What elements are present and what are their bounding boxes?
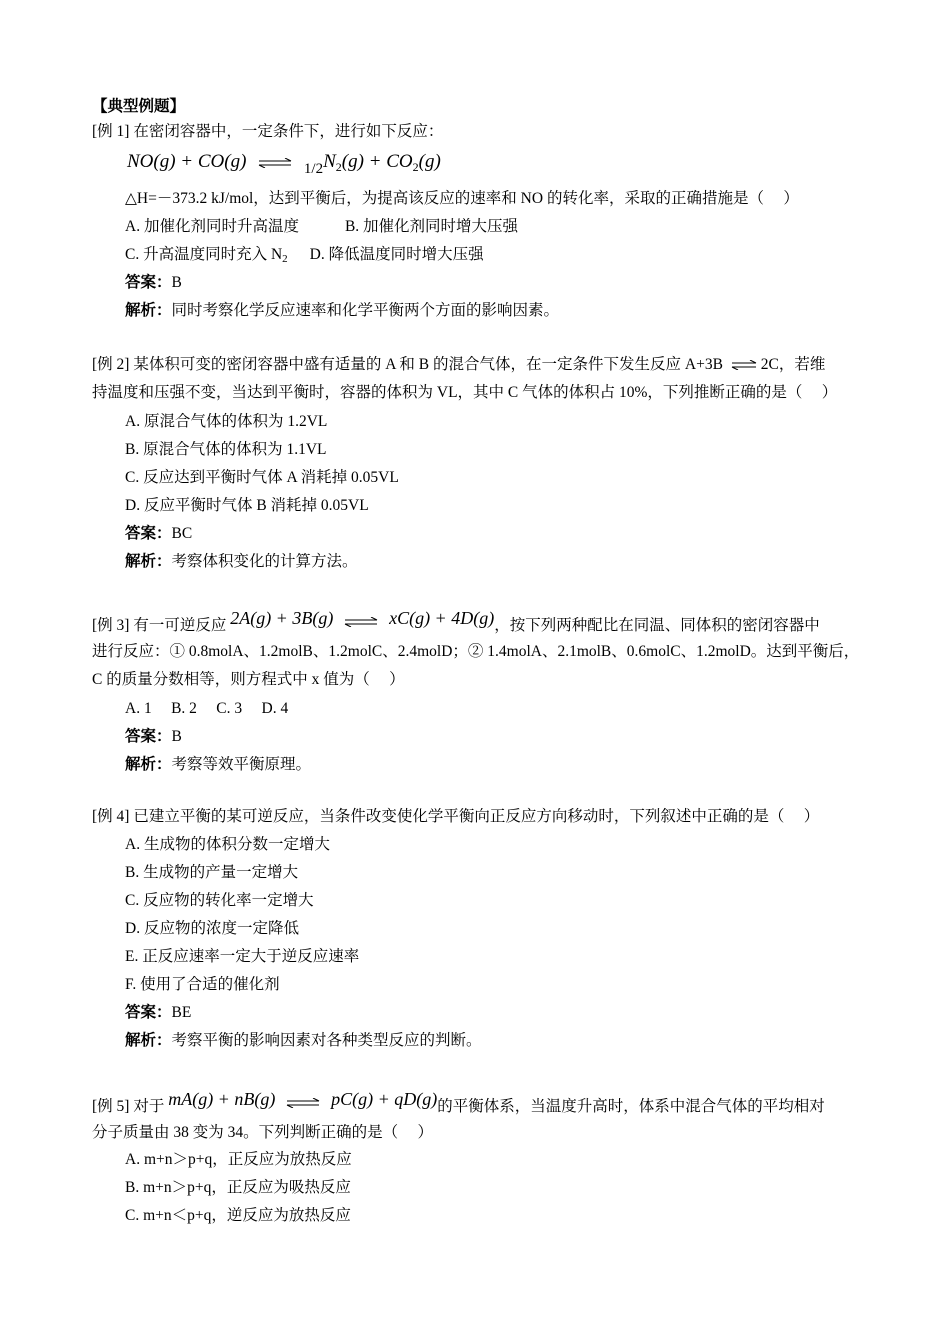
example-5-eq-right: pC(g) + qD(g) (331, 1089, 438, 1109)
eq1-right-mid: (g) + CO (341, 151, 413, 172)
answer-value: BE (171, 1004, 192, 1021)
example-1-intro: [例 1] 在密闭容器中，一定条件下，进行如下反应： (92, 123, 444, 140)
example-5-option-b: B. m+n＞p+q，正反应为吸热反应 (125, 1179, 351, 1196)
answer-label: 答案： (125, 525, 172, 542)
eq1-left: NO(g) + CO(g) (127, 151, 247, 172)
example-2-line-2: 持温度和压强不变，当达到平衡时，容器的体积为 VL，其中 C 气体的体积占 10%，下列推断正确的是（ ） (92, 384, 838, 401)
reversible-arrow-icon (285, 1098, 321, 1108)
example-2-answer (125, 523, 192, 545)
example-5-eq-left: mA(g) + nB(g) (168, 1089, 276, 1109)
example-3-eq-right: xC(g) + 4D(g) (389, 608, 495, 628)
section-heading: 【典型例题】 (92, 98, 186, 115)
example-3-after: ，按下列两种配比在同温、同体积的密闭容器中 (494, 617, 820, 634)
analysis-text: 考察等效平衡原理。 (171, 756, 312, 773)
answer-label: 答案： (125, 1004, 172, 1021)
analysis-text: 考察平衡的影响因素对各种类型反应的判断。 (171, 1032, 482, 1049)
example-5-line-2: 分子质量由 38 变为 34。下列判断正确的是（ ） (92, 1124, 434, 1141)
example-1-analysis (125, 300, 559, 322)
example-3-answer (125, 726, 182, 748)
example-3-line-1 (92, 608, 820, 637)
option-c-sub: 2 (282, 253, 288, 265)
analysis-text: 考察体积变化的计算方法。 (171, 553, 358, 570)
example-3-eq-left: 2A(g) + 3B(g) (230, 608, 334, 628)
example-4-option-d: D. 反应物的浓度一定降低 (125, 920, 299, 937)
example-2-text-a: [例 2] 某体积可变的密闭容器中盛有适量的 A 和 B 的混合气体，在一定条件下发生反应 A+3B (92, 356, 723, 373)
eq1-co-sub: 2 (412, 160, 419, 174)
answer-label: 答案： (125, 728, 172, 745)
answer-value: B (171, 274, 182, 291)
analysis-text: 同时考察化学反应速率和化学平衡两个方面的影响因素。 (171, 302, 560, 319)
example-2-text-b: 2C，若维 (760, 356, 826, 373)
example-5-line-1 (92, 1089, 825, 1118)
eq1-half: 1/2 (303, 161, 324, 177)
example-1-equation (127, 151, 441, 175)
example-1-condition: △H=－373.2 kJ/mol，达到平衡后，为提高该反应的速率和 NO 的转化率，采取的正确措施是（ ） (125, 190, 799, 207)
analysis-label: 解析： (125, 553, 172, 570)
example-1-options-ab (125, 216, 518, 238)
example-4-analysis (125, 1030, 482, 1052)
example-3-analysis (125, 754, 311, 776)
option-c: C. 升高温度同时充入 N (125, 246, 283, 263)
example-5-option-c: C. m+n＜p+q，逆反应为放热反应 (125, 1207, 351, 1224)
option-a: A. 加催化剂同时升高温度 (125, 218, 299, 235)
example-2-option-c: C. 反应达到平衡时气体 A 消耗掉 0.05VL (125, 469, 399, 486)
example-4-option-e: E. 正反应速率一定大于逆反应速率 (125, 948, 360, 965)
example-4-option-a: A. 生成物的体积分数一定增大 (125, 836, 330, 853)
example-3-options: A. 1 B. 2 C. 3 D. 4 (125, 700, 289, 717)
option-d: D. 降低温度同时增大压强 (309, 246, 484, 263)
example-4-answer (125, 1002, 191, 1024)
eq1-n: N (323, 151, 336, 172)
example-2-analysis (125, 551, 358, 573)
eq1-n-sub: 2 (335, 160, 342, 174)
reversible-arrow-icon (343, 617, 379, 627)
analysis-label: 解析： (125, 756, 172, 773)
example-3-line-2: 进行反应：① 0.8molA、1.2molB、1.2molC、2.4molD；② 1.4molA、2.1molB、0.6molC、1.2molD。达到平衡后， (92, 643, 860, 660)
option-b: B. 加催化剂同时增大压强 (344, 218, 519, 235)
example-4-intro: [例 4] 已建立平衡的某可逆反应，当条件改变使化学平衡向正反应方向移动时，下列叙述中正确的是（ ） (92, 808, 820, 825)
example-2-option-b: B. 原混合气体的体积为 1.1VL (125, 441, 327, 458)
example-2-option-d: D. 反应平衡时气体 B 消耗掉 0.05VL (125, 497, 369, 514)
example-5-intro: [例 5] 对于 (92, 1098, 165, 1115)
example-5-option-a: A. m+n＞p+q，正反应为放热反应 (125, 1151, 352, 1168)
example-4-option-c: C. 反应物的转化率一定增大 (125, 892, 314, 909)
analysis-label: 解析： (125, 302, 172, 319)
reversible-arrow-icon (257, 158, 293, 168)
example-2-line-1 (92, 354, 825, 376)
example-1-options-cd (125, 244, 484, 270)
example-4-option-b: B. 生成物的产量一定增大 (125, 864, 299, 881)
analysis-label: 解析： (125, 1032, 172, 1049)
example-4-option-f: F. 使用了合适的催化剂 (125, 976, 280, 993)
eq1-right-end: (g) (418, 151, 441, 172)
example-5-after: 的平衡体系，当温度升高时，体系中混合气体的平均相对 (437, 1098, 825, 1115)
answer-value: BC (171, 525, 193, 542)
example-1-answer (125, 272, 182, 294)
reversible-arrow-icon (730, 360, 758, 370)
answer-value: B (171, 728, 182, 745)
example-3-line-3: C 的质量分数相等，则方程式中 x 值为（ ） (92, 671, 405, 688)
answer-label: 答案： (125, 274, 172, 291)
example-3-intro: [例 3] 有一可逆反应 (92, 617, 227, 634)
example-2-option-a: A. 原混合气体的体积为 1.2VL (125, 413, 328, 430)
